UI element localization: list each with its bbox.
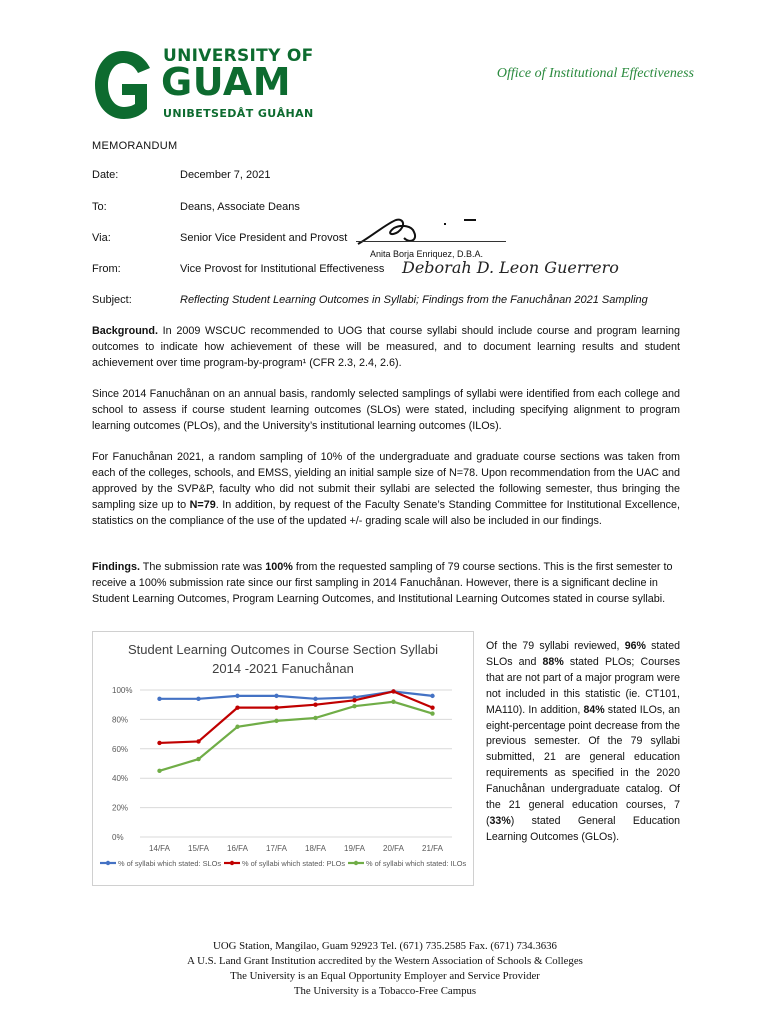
data-point — [235, 694, 239, 698]
findings-text-b: from the requested sampling of 79 course sections. This is the first semester to receive a 100% submission rate since our first sampling in 2014 Fanuchånan. However, there is a significant decline in Student Learning Outcomes, Program Learning Outcomes, and Institutional Learning Outcomes stated in course syllabi. — [92, 561, 673, 605]
x-tick-label: 15/FA — [188, 844, 209, 853]
x-tick-label: 14/FA — [149, 844, 170, 853]
sampling-paragraph — [92, 449, 680, 529]
subject-label: Subject: — [92, 294, 132, 306]
y-tick-label: 0% — [112, 833, 124, 842]
data-point — [274, 705, 278, 709]
sampling-text-b: . In addition, by request of the Faculty Senate’s Standing Committee for Institutional Excellence, statistics on the compliance of the use of the updated +/- grading scale will also be included in our findings. — [92, 499, 681, 527]
y-tick-label: 60% — [112, 744, 129, 754]
background-lead: Background. — [92, 325, 158, 337]
date-label: Date: — [92, 169, 119, 181]
history-text: Since 2014 Fanuchånan on an annual basis, randomly selected samplings of syllabi were identified from each college and school to assess if course student learning outcomes (SLOs) were stated, including specifying alignment to program learning outcomes (PLOs), and the University’s institutional learning outcomes (ILOs). — [92, 388, 680, 432]
data-point — [235, 705, 239, 709]
summary-text-d: stated PLOs; Courses that are not part of a major program were not included in this statistic (ie. CT101, MA110). In addition, — [486, 655, 681, 716]
history-paragraph — [92, 386, 680, 434]
legend-marker — [106, 861, 110, 865]
data-point — [157, 697, 161, 701]
data-point — [196, 757, 200, 761]
x-tick-label: 18/FA — [305, 844, 326, 853]
submission-rate: 100% — [265, 561, 293, 573]
data-point — [274, 694, 278, 698]
ilo-percent: 84% — [583, 703, 605, 716]
logo-text-chamorro: UNIBETSEDÅT GUÅHAN — [163, 107, 314, 120]
findings-summary — [486, 639, 680, 846]
legend-entry: % of syllabi which stated: ILOs — [366, 859, 467, 868]
plo-percent: 88% — [542, 655, 564, 668]
logo-text-guam: GUAM — [161, 60, 292, 104]
x-tick-label: 17/FA — [266, 844, 287, 853]
university-logo-g-icon — [92, 48, 156, 122]
legend-marker — [354, 861, 358, 865]
via-label: Via: — [92, 232, 111, 244]
x-tick-label: 20/FA — [383, 844, 404, 853]
slo-percent: 96% — [624, 640, 646, 652]
legend-marker — [230, 861, 234, 865]
sampling-size: N=79 — [189, 499, 216, 511]
from-signature: Deborah D. Leon Guerrero — [402, 258, 619, 277]
data-point — [391, 700, 395, 704]
findings-lead: Findings. — [92, 561, 140, 573]
footer-address: UOG Station, Mangilao, Guam 92923 Tel. (671) 735.2585 Fax. (671) 734.3636 — [213, 940, 557, 952]
to-value: Deans, Associate Deans — [180, 201, 300, 213]
data-point — [157, 769, 161, 773]
legend-entry: % of syllabi which stated: SLOs — [118, 859, 222, 868]
summary-text-e: stated ILOs, an eight-percentage point decrease from the previous semester. Of the 79 syllabi submitted, 21 are general education requirements as specified in the 2020 Fanuchånan undergraduate catalog. Of the 21 general education courses, 7 ( — [486, 703, 680, 827]
data-point — [313, 716, 317, 720]
sampling-text-a: For Fanuchånan 2021, a random sampling of 10% of the undergraduate and graduate course sections was taken from each of the colleges, schools, and EMSS, yielding an initial sample size of N=78. Upon recommendation from the UAC and approved by the SVP&P, faculty who did not submit their syllabi are selected the following semester, thus bringing the sampling size up to — [92, 451, 680, 511]
summary-text-f: ) stated General Education Learning Outcomes (GLOs). — [486, 814, 680, 843]
from-label: From: — [92, 263, 121, 275]
summary-text-c: stated SLOs and — [486, 640, 680, 668]
office-name: Office of Institutional Effectiveness — [496, 66, 694, 81]
legend-entry: % of syllabi which stated: PLOs — [242, 859, 346, 868]
glo-percent: 33% — [489, 814, 511, 827]
data-point — [391, 689, 395, 693]
data-point — [430, 711, 434, 715]
findings-text-a: The submission rate was — [139, 561, 266, 573]
signature-line — [356, 241, 506, 242]
date-value: December 7, 2021 — [180, 169, 271, 181]
via-signer-name: Anita Borja Enriquez, D.B.A. — [370, 249, 484, 259]
data-point — [196, 697, 200, 701]
footer-accreditation: A U.S. Land Grant Institution accredited by the Western Association of Schools & Colleges — [187, 955, 583, 967]
background-text: In 2009 WSCUC recommended to UOG that course syllabi should include course and program learning outcomes to indicate how achievement of these will be measured, and to document learning results and student achievement over time program-by-program¹ (CFR 2.3, 2.4, 2.6). — [92, 325, 680, 369]
data-point — [235, 725, 239, 729]
data-point — [196, 739, 200, 743]
slo-line-chart — [92, 631, 474, 886]
data-point — [352, 698, 356, 702]
x-tick-label: 16/FA — [227, 844, 248, 853]
y-tick-label: 20% — [112, 803, 129, 813]
chart-subtitle: 2014 -2021 Fanuchånan — [212, 661, 354, 676]
to-label: To: — [92, 201, 107, 213]
data-point — [157, 741, 161, 745]
y-tick-label: 40% — [112, 774, 129, 784]
findings-paragraph — [92, 559, 680, 607]
from-value: Vice Provost for Institutional Effectiveness — [180, 263, 385, 275]
data-point — [430, 694, 434, 698]
chart-title: Student Learning Outcomes in Course Section Syllabi — [127, 642, 439, 657]
data-point — [313, 697, 317, 701]
subject-value: Reflecting Student Learning Outcomes in Syllabi; Findings from the Fanuchånan 2021 Sampling — [180, 294, 648, 306]
provost-signature — [352, 214, 492, 248]
data-point — [274, 719, 278, 723]
data-point — [430, 705, 434, 709]
data-point — [352, 704, 356, 708]
x-tick-label: 19/FA — [344, 844, 365, 853]
y-tick-label: 80% — [112, 715, 129, 725]
footer-eeo: The University is an Equal Opportunity Employer and Service Provider — [230, 970, 540, 982]
y-tick-label: 100% — [112, 686, 133, 695]
footer-tobacco: The University is a Tobacco-Free Campus — [293, 985, 477, 997]
via-value: Senior Vice President and Provost — [180, 232, 348, 244]
memo-title: MEMORANDUM — [92, 140, 178, 152]
data-point — [313, 703, 317, 707]
x-tick-label: 21/FA — [422, 844, 443, 853]
background-paragraph — [92, 323, 680, 371]
logo-text-university-of: UNIVERSITY OF — [163, 46, 314, 66]
summary-text-a: Of the 79 syllabi reviewed, — [486, 640, 625, 652]
